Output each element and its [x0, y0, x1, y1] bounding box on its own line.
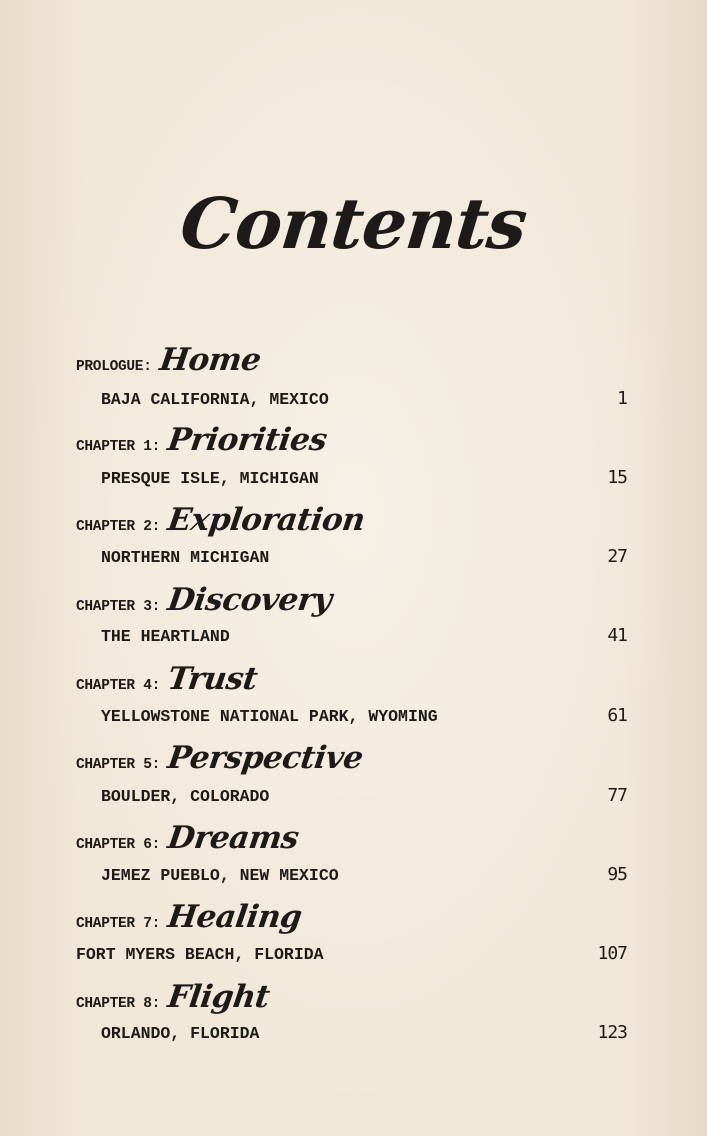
toc-entry-location: [76, 943, 627, 967]
chapter-location: YELLOWSTONE NATIONAL PARK, WYOMING: [101, 707, 438, 726]
chapter-location: BOULDER, COLORADO: [101, 787, 270, 806]
page-number: 123: [597, 1022, 627, 1043]
toc-entry-heading: [76, 740, 366, 780]
chapter-label: CHAPTER 6:: [76, 837, 161, 853]
chapter-location: BAJA CALIFORNIA, MEXICO: [101, 390, 329, 409]
page-number: 15: [607, 467, 627, 488]
toc-entry-location: [101, 785, 627, 809]
chapter-label: PROLOGUE:: [76, 359, 152, 375]
toc-entry-heading: [76, 342, 263, 382]
chapter-location: ORLANDO, FLORIDA: [101, 1024, 260, 1043]
page-number: 1: [617, 388, 627, 409]
chapter-location: NORTHERN MICHIGAN: [101, 548, 270, 567]
chapter-label: CHAPTER 2:: [76, 519, 161, 535]
chapter-name: Home: [157, 342, 263, 378]
page-number: 77: [607, 785, 627, 806]
toc-entry-location: [101, 467, 627, 491]
toc-entry-heading: [76, 979, 272, 1019]
toc-entry-location: [101, 625, 627, 649]
chapter-location: THE HEARTLAND: [101, 627, 230, 646]
page-title: Contents: [176, 182, 531, 265]
chapter-label: CHAPTER 3:: [76, 599, 161, 615]
page-number: 107: [597, 943, 627, 964]
chapter-location: PRESQUE ISLE, MICHIGAN: [101, 469, 319, 488]
toc-entry-heading: [76, 820, 301, 860]
chapter-name: Trust: [165, 661, 260, 697]
toc-entry-location: [101, 705, 627, 729]
toc-entry-heading: [76, 422, 330, 462]
chapter-location: FORT MYERS BEACH, FLORIDA: [76, 945, 324, 964]
page-number: 41: [607, 625, 627, 646]
chapter-name: Discovery: [165, 582, 334, 618]
chapter-name: Dreams: [165, 820, 301, 856]
chapter-name: Priorities: [165, 422, 330, 458]
chapter-label: CHAPTER 5:: [76, 757, 161, 773]
toc-entry-location: [101, 1022, 627, 1046]
toc-entry-location: [101, 546, 627, 570]
toc-entry-location: [101, 388, 627, 412]
chapter-name: Healing: [165, 899, 304, 935]
toc-entry-heading: [76, 502, 368, 542]
chapter-name: Exploration: [165, 502, 368, 538]
toc-entry-location: [101, 864, 627, 888]
chapter-location: JEMEZ PUEBLO, NEW MEXICO: [101, 866, 339, 885]
chapter-label: CHAPTER 1:: [76, 439, 161, 455]
chapter-label: CHAPTER 4:: [76, 678, 161, 694]
toc-entry-heading: [76, 899, 304, 939]
page-number: 95: [607, 864, 627, 885]
chapter-label: CHAPTER 7:: [76, 916, 161, 932]
page-number: 61: [607, 705, 627, 726]
toc-entry-heading: [76, 582, 334, 622]
chapter-name: Perspective: [165, 740, 366, 776]
toc-entry-heading: [76, 661, 260, 701]
chapter-label: CHAPTER 8:: [76, 996, 161, 1012]
page-number: 27: [607, 546, 627, 567]
chapter-name: Flight: [165, 979, 272, 1015]
